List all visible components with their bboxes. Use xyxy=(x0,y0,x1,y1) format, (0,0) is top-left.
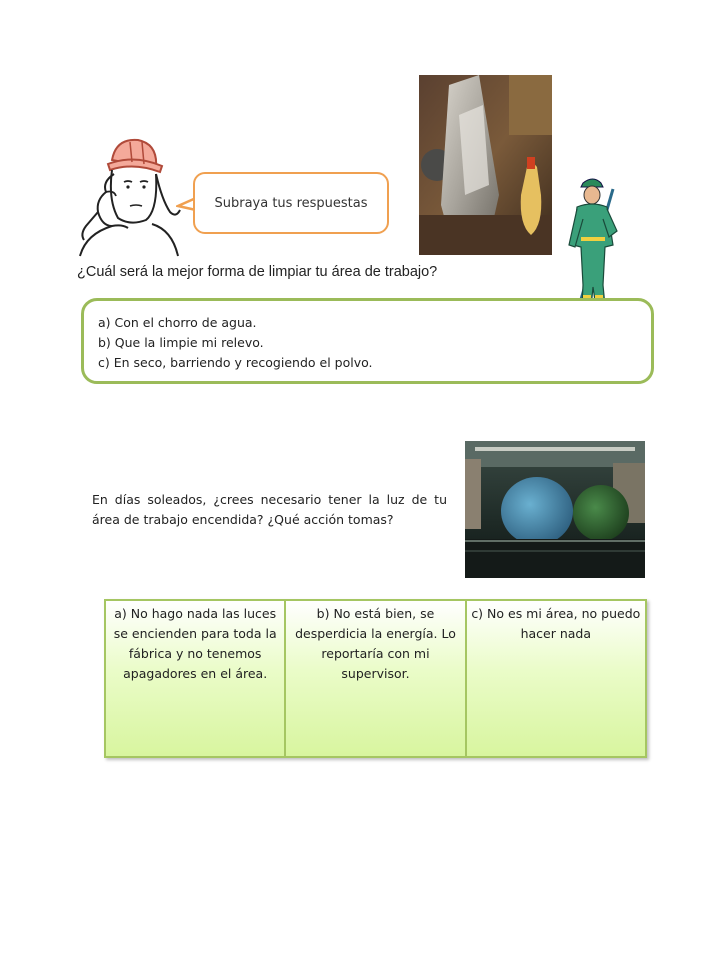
speech-bubble xyxy=(193,172,389,234)
question-1-option-a[interactable]: a) Con el chorro de agua. xyxy=(98,315,257,330)
question-2-text: En días soleados, ¿crees necesario tener la luz de tu área de trabajo encendida? ¿Qué acción tomas? xyxy=(92,492,447,527)
question-1-options-box xyxy=(81,298,654,384)
thinking-woman-icon xyxy=(72,130,184,258)
question-1-text: ¿Cuál será la mejor forma de limpiar tu área de trabajo? xyxy=(77,264,438,280)
question-1-option-c[interactable]: c) En seco, barriendo y recogiendo el polvo. xyxy=(98,355,373,370)
question-2-options-table xyxy=(104,599,647,758)
factory-tanks-photo xyxy=(465,441,645,578)
question-2-option-c[interactable]: c) No es mi área, no puedo hacer nada xyxy=(465,601,645,756)
question-1-option-b[interactable]: b) Que la limpie mi relevo. xyxy=(98,335,264,350)
question-2-option-b[interactable]: b) No está bien, se desperdicia la energía. Lo reportaría con mi supervisor. xyxy=(284,601,464,756)
dirty-machine-photo xyxy=(419,75,552,255)
question-2-option-a[interactable]: a) No hago nada las luces se encienden para toda la fábrica y no tenemos apagadores en el área. xyxy=(106,601,284,756)
speech-bubble-text: Subraya tus respuestas xyxy=(214,195,368,211)
